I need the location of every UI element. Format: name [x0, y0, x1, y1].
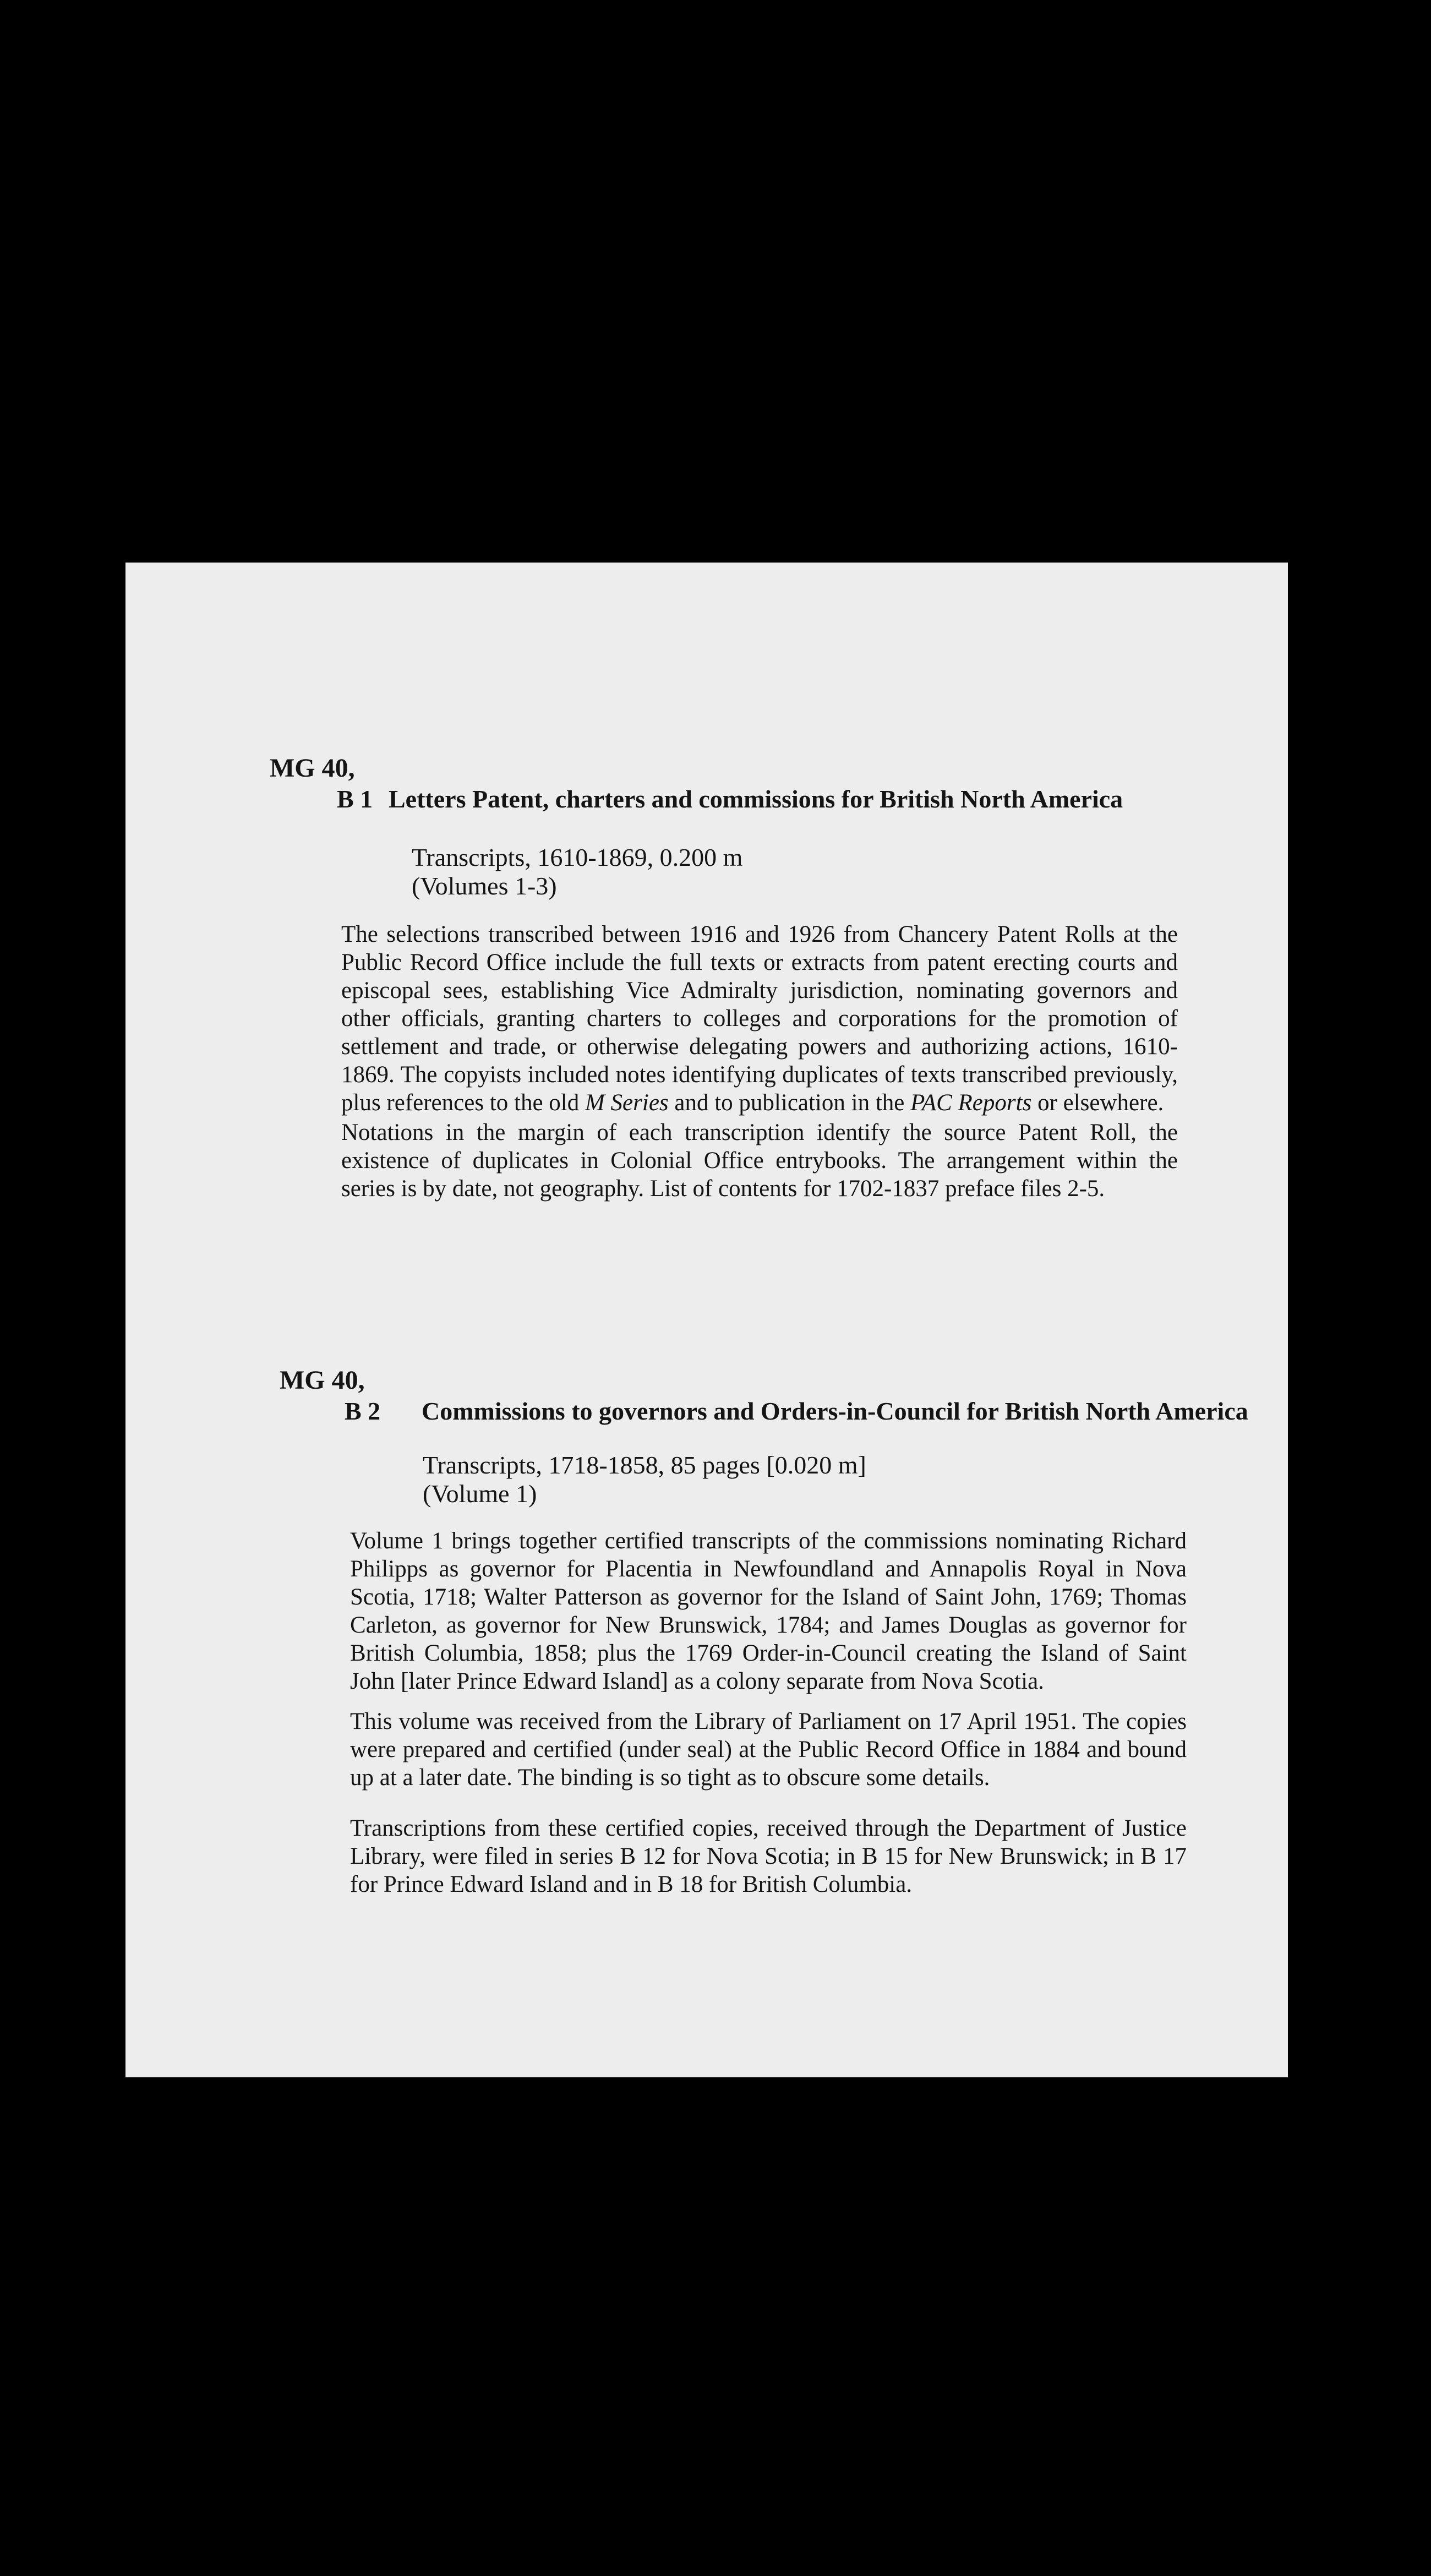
description-paragraph: The selections transcribed between 1916 and 1926 from Chancery Patent Rolls at the Public Record Office include the full texts or extracts from patent erecting courts and episcopal sees, establishing Vice Admiralty jurisdiction, nominating governors and other officials, granting charters to colleges and corporations for the promotion of settlement and trade, or otherwise delegating powers and authorizing actions, 1610-1869. The copyists included notes identifying duplicates of texts transcribed previously, plus references to the old M Series and to publication in the PAC Reports or elsewhere.: [341, 921, 1178, 1116]
volumes-line: (Volume 1): [423, 1480, 537, 1508]
volumes-line: (Volumes 1-3): [412, 872, 557, 900]
transcriptions-paragraph: Transcriptions from these certified copies, received through the Department of Justice Library, were filed in series B 12 for Nova Scotia; in B 15 for New Brunswick; in B 17 for Prince Edward Island and in B 18 for British Columbia.: [350, 1815, 1187, 1897]
mg-heading: MG 40,: [280, 1366, 365, 1395]
italic-publication-name: PAC Reports: [910, 1090, 1032, 1116]
extent-line: Transcripts, 1718-1858, 85 pages [0.020 m]: [423, 1451, 866, 1479]
extent-line: Transcripts, 1610-1869, 0.200 m: [412, 843, 743, 871]
provenance-paragraph: This volume was received from the Library of Parliament on 17 April 1951. The copies were prepared and certified (under seal) at the Public Record Office in 1884 and bound up at a later date. The binding is so tight as to obscure some details.: [350, 1709, 1187, 1791]
mg-heading: MG 40,: [270, 754, 355, 783]
series-title: Commissions to governors and Orders-in-Council for British North America: [422, 1397, 1248, 1425]
series-code: B 1: [337, 785, 373, 813]
series-code: B 2: [345, 1397, 381, 1425]
document-page: [125, 563, 1288, 2077]
italic-series-name: M Series: [585, 1090, 669, 1116]
description-paragraph: Volume 1 brings together certified transcripts of the commissions nominating Richard Philipps as governor for Placentia in Newfoundland and Annapolis Royal in Nova Scotia, 1718; Walter Patterson as governor for the Island of Saint John, 1769; Thomas Carleton, as governor for New Brunswick, 1784; and James Douglas as governor for British Columbia, 1858; plus the 1769 Order-in-Council creating the Island of Saint John [later Prince Edward Island] as a colony separate from Nova Scotia.: [350, 1528, 1187, 1694]
notes-paragraph: Notations in the margin of each transcription identify the source Patent Roll, the existence of duplicates in Colonial Office entrybooks. The arrangement within the series is by date, not geography. List of contents for 1702-1837 preface files 2-5.: [341, 1120, 1178, 1202]
series-heading: [337, 784, 1123, 815]
series-heading: [345, 1396, 1248, 1427]
series-title: Letters Patent, charters and commissions for British North America: [389, 785, 1123, 813]
